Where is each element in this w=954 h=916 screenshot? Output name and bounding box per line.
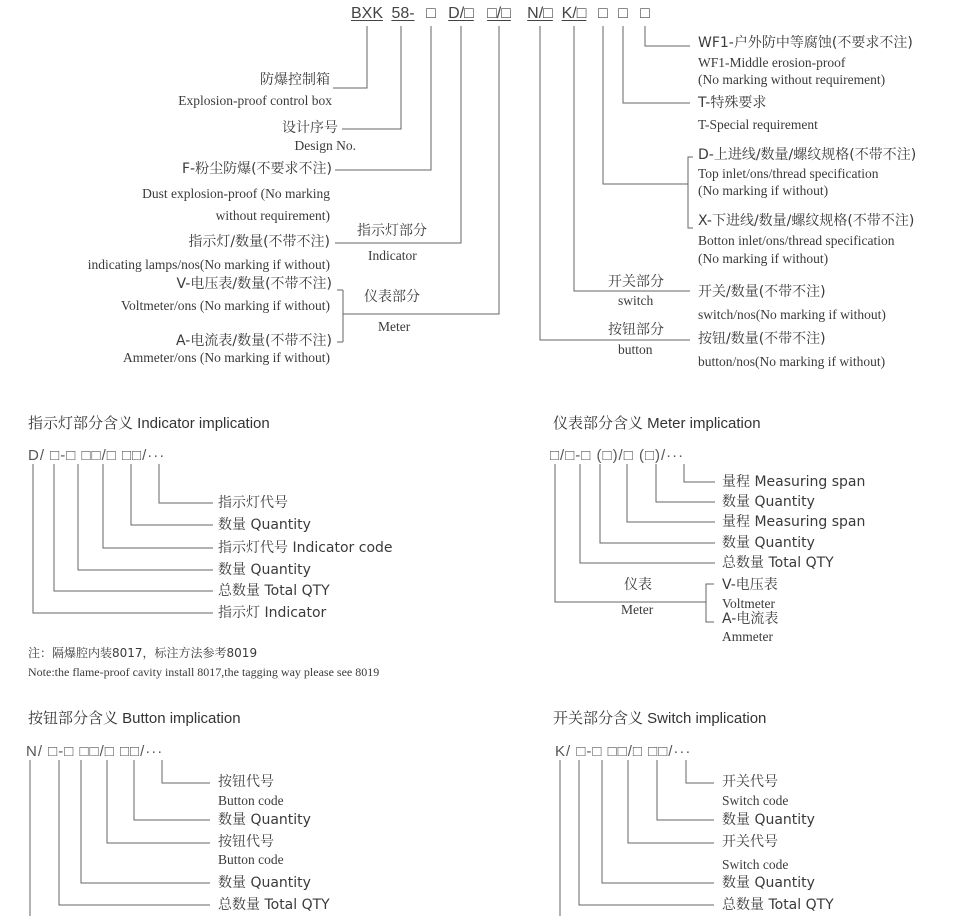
label-t-en: T-Special requirement: [698, 117, 818, 132]
button-part-en: button: [618, 342, 653, 357]
meter-a-en: Ammeter: [722, 629, 773, 644]
indicator-part-zh: 指示灯部分: [357, 223, 427, 239]
switch-label: 总数量 Total QTY: [722, 897, 834, 913]
indicator-label: 总数量 Total QTY: [218, 583, 330, 599]
code-token: □: [426, 5, 436, 22]
indicator-label: 指示灯代号 Indicator code: [218, 540, 393, 556]
label-t-zh: T-特殊要求: [698, 95, 767, 111]
label-box-zh: 防爆控制箱: [260, 72, 330, 88]
label-wf1-en1: WF1-Middle erosion-proof: [698, 55, 846, 70]
indicator-label: 数量 Quantity: [218, 562, 311, 578]
meter-label: 量程 Measuring span: [722, 514, 866, 530]
indicator-label: 数量 Quantity: [218, 517, 311, 533]
indicator-label: 指示灯代号: [218, 495, 288, 511]
label-box-en: Explosion-proof control box: [178, 93, 332, 108]
button-label: 按钮代号: [218, 834, 274, 850]
button-part-zh: 按钮部分: [608, 322, 664, 338]
code-token: □: [618, 5, 628, 22]
code-token: BXK: [350, 5, 384, 22]
label-design-en: Design No.: [294, 138, 356, 153]
code-token: N/□: [527, 5, 553, 22]
label-dust-en2: without requirement): [215, 208, 330, 223]
meter-part-zh: 仪表部分: [364, 289, 420, 305]
meter-title: 仪表部分含义 Meter implication: [553, 415, 761, 432]
meter-label: 总数量 Total QTY: [722, 555, 834, 571]
switch-label: Switch code: [722, 793, 789, 808]
button-label: 数量 Quantity: [218, 875, 311, 891]
label-dust-zh: F-粉尘防爆(不要求不注): [181, 161, 332, 177]
meter-part-en: Meter: [378, 319, 411, 334]
note-en: Note:the flame-proof cavity install 8017,the tagging way please see 8019: [28, 665, 380, 679]
code-token: D/□: [448, 5, 474, 22]
label-switch-zh: 开关/数量(不带不注): [698, 284, 826, 300]
meter-zh: 仪表: [624, 577, 652, 593]
meter-code: □/□-□ (□)/□ (□)/···: [550, 447, 685, 464]
label-d-en1: Top inlet/ons/thread specification: [698, 166, 879, 181]
indicator-part-en: Indicator: [368, 248, 417, 263]
meter-v-en: Voltmeter: [722, 596, 775, 611]
switch-part-en: switch: [618, 293, 654, 308]
label-volt-zh: V-电压表/数量(不带不注): [176, 276, 332, 292]
switch-label: 开关代号: [722, 834, 778, 850]
switch-label: 开关代号: [722, 774, 778, 790]
switch-title: 开关部分含义 Switch implication: [553, 710, 767, 727]
meter-a-zh: A-电流表: [722, 611, 779, 627]
switch-label: 数量 Quantity: [722, 875, 815, 891]
switch-code: K/ □-□ □□/□ □□/···: [555, 743, 692, 760]
label-button-zh: 按钮/数量(不带不注): [698, 331, 826, 347]
label-amm-zh: A-电流表/数量(不带不注): [176, 333, 332, 349]
switch-label: Switch code: [722, 857, 789, 872]
meter-en: Meter: [621, 602, 654, 617]
label-lamp-en: indicating lamps/nos(No marking if without): [87, 257, 330, 272]
label-switch-en: switch/nos(No marking if without): [698, 307, 886, 322]
button-code: N/ □-□ □□/□ □□/···: [26, 743, 164, 760]
label-design-zh: 设计序号: [282, 120, 338, 136]
switch-label: 数量 Quantity: [722, 812, 815, 828]
code-token: K/□: [561, 5, 587, 22]
label-amm-en: Ammeter/ons (No marking if without): [123, 350, 330, 365]
label-x-en2: (No marking if without): [698, 251, 829, 266]
label-x-en1: Botton inlet/ons/thread specification: [698, 233, 895, 248]
indicator-code: D/ □-□ □□/□ □□/···: [28, 447, 166, 464]
code-token: 58-: [391, 5, 415, 22]
code-token: □: [598, 5, 608, 22]
label-wf1-en2: (No marking without requirement): [698, 72, 886, 87]
label-d-en2: (No marking if without): [698, 183, 829, 198]
code-token: □/□: [487, 5, 511, 22]
label-d-zh: D-上进线/数量/螺纹规格(不带不注): [698, 147, 917, 163]
note-zh: 注：隔爆腔内装8017，标注方法参考8019: [28, 646, 258, 660]
button-label: Button code: [218, 793, 284, 808]
label-volt-en: Voltmeter/ons (No marking if without): [121, 298, 330, 313]
code-token: □: [640, 5, 650, 22]
meter-label: 量程 Measuring span: [722, 474, 866, 490]
label-dust-en1: Dust explosion-proof (No marking: [142, 186, 330, 201]
meter-label: 数量 Quantity: [722, 535, 815, 551]
button-label: 总数量 Total QTY: [218, 897, 330, 913]
indicator-title: 指示灯部分含义 Indicator implication: [28, 415, 270, 432]
label-wf1-zh: WF1-户外防中等腐蚀(不要求不注): [698, 35, 913, 51]
label-button-en: button/nos(No marking if without): [698, 354, 886, 369]
button-label: 按钮代号: [218, 774, 274, 790]
switch-part-zh: 开关部分: [608, 274, 664, 290]
label-x-zh: X-下进线/数量/螺纹规格(不带不注): [698, 213, 915, 229]
meter-v-zh: V-电压表: [722, 577, 778, 593]
indicator-label: 指示灯 Indicator: [218, 605, 327, 621]
button-label: 数量 Quantity: [218, 812, 311, 828]
button-label: Button code: [218, 852, 284, 867]
button-title: 按钮部分含义 Button implication: [28, 710, 241, 727]
label-lamp-zh: 指示灯/数量(不带不注): [188, 234, 330, 250]
meter-label: 数量 Quantity: [722, 494, 815, 510]
